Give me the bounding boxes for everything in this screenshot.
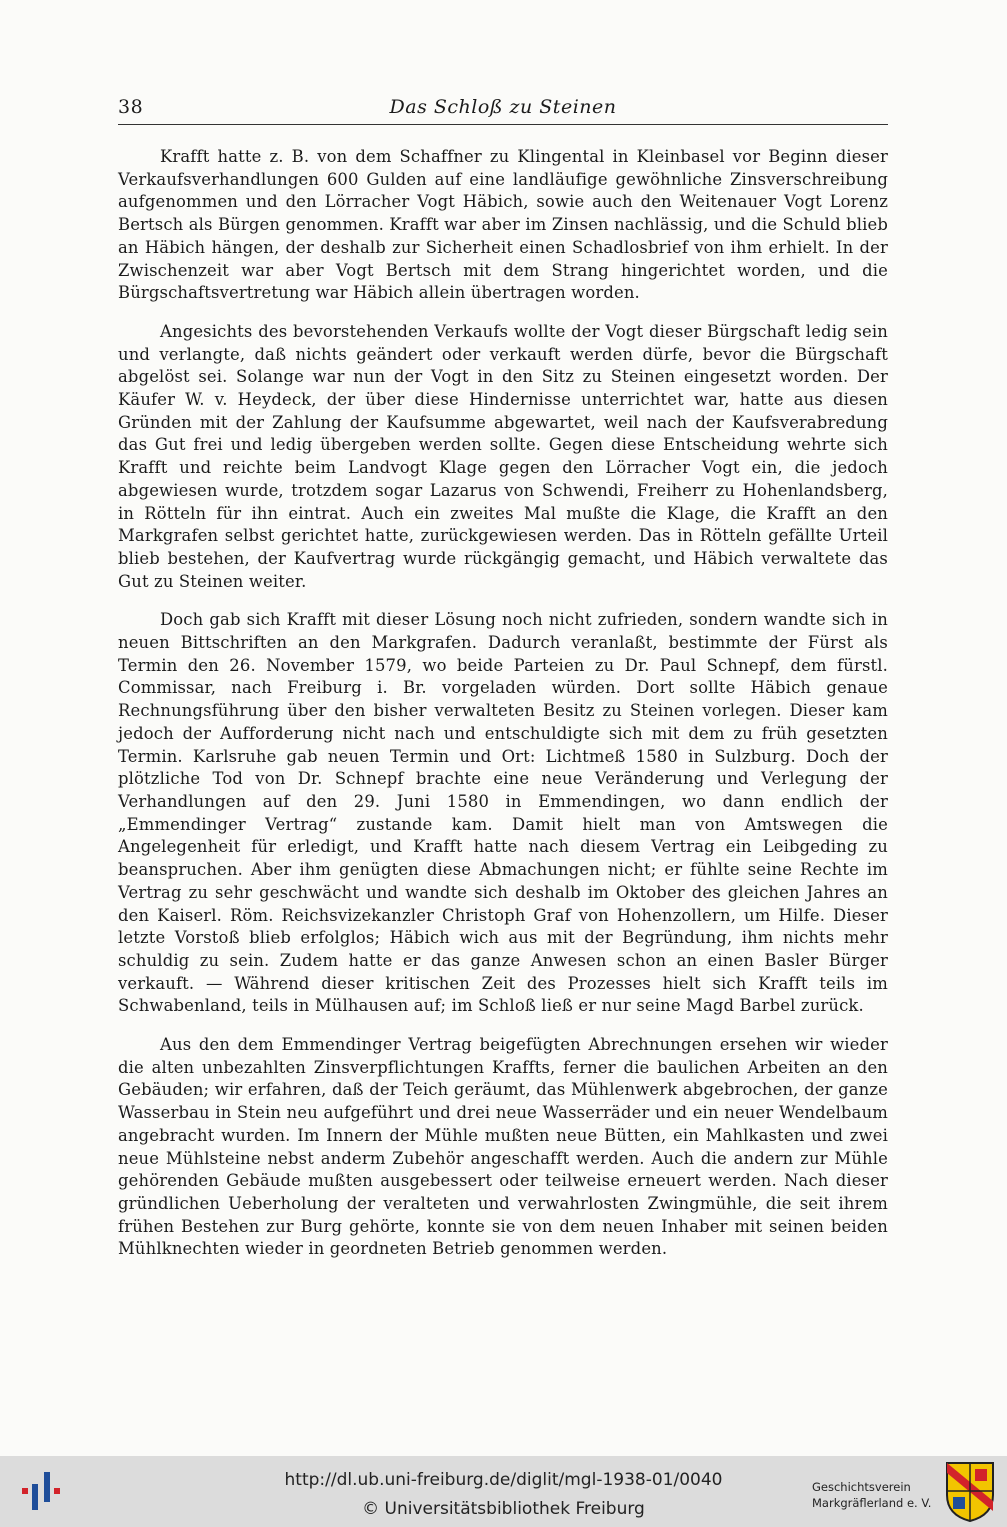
coat-of-arms-icon[interactable] — [945, 1461, 995, 1523]
paragraph: Aus den dem Emmendinger Vertrag beigefügten Abrechnungen ersehen wir wieder die alten unbezahlten Zinsverpflichtungen Kraffts, ferner die baulichen Arbeiten an den Gebäuden; wir erfahren, daß der Teich geräumt, das Mühlenwerk abgebrochen, der ganze Wasserbau in Stein neu aufgeführt und drei neue Wasserräder und ein neuer Wendelbaum angebracht wurden. Im Innern der Mühle mußten neue Bütten, ein Mahlkasten und zwei neue Mühlsteine nebst anderm Zubehör angeschafft werden. Auch die andern zur Mühle gehörenden Gebäude mußten ausgebessert oder teilweise erneuert werden. Nach dieser gründlichen Ueberholung der veralteten und verwahrlosten Zwingmühle, die seit ihrem frühen Bestehen zur Burg gehörte, konnte sie von dem neuen Inhaber mit seinen beiden Mühlknechten wieder in geordneten Betrieb genommen werden. — [118, 1035, 888, 1259]
running-title: Das Schloß zu Steinen — [389, 96, 617, 118]
society-line-1: Geschichtsverein — [812, 1480, 911, 1494]
source-url-link[interactable]: http://dl.ub.uni-freiburg.de/diglit/mgl-1938-01/0040 — [284, 1470, 723, 1490]
header-rule — [118, 124, 888, 125]
paragraph: Krafft hatte z. B. von dem Schaffner zu Klingental in Kleinbasel vor Beginn dieser Verkaufsverhandlungen 600 Gulden auf eine landläufige gewöhnliche Zinsverschreibung aufgenommen und den Lörracher Vogt Häbich, sowie auch den Weitenauer Vogt Lorenz Bertsch als Bürgen genommen. Krafft war aber im Zinsen nachlässig, und die Schuld blieb an Häbich hängen, der deshalb zur Sicherheit einen Schadlosbrief von ihm erhielt. In der Zwischenzeit war aber Vogt Bertsch mit dem Strang hingerichtet worden, und die Bürgschaftsvertretung war Häbich allein übertragen worden. — [118, 147, 888, 303]
page-header — [118, 96, 888, 126]
society-line-2: Markgräflerland e. V. — [812, 1496, 932, 1510]
body-text — [118, 146, 888, 1277]
footer-bar — [0, 1456, 1007, 1527]
paragraph: Doch gab sich Krafft mit dieser Lösung noch nicht zufrieden, sondern wandte sich in neuen Bittschriften an den Markgrafen. Dadurch veranlaßt, bestimmte der Fürst als Termin den 26. November 1579, wo beide Parteien zu Dr. Paul Schnepf, dem fürstl. Commissar, nach Freiburg i. Br. vorgeladen würden. Dort sollte Häbich genaue Rechnungsführung über den bisher verwalteten Besitz zu Steinen vorlegen. Dieser kam jedoch der Aufforderung nicht nach und entschuldigte sich mit dem zu früh gesetzten Termin. Karlsruhe gab neuen Termin und Ort: Lichtmeß 1580 in Sulzburg. Doch der plötzliche Tod von Dr. Schnepf brachte eine neue Veränderung und Verlegung der Verhandlungen auf den 29. Juni 1580 in Emmendingen, wo dann endlich der „Emmendinger Vertrag“ zustande kam. Damit hielt man von Amtswegen die Angelegenheit für erledigt, und Krafft hatte nach diesem Vertrag ein Leibgeding zu beanspruchen. Aber ihm genügten diese Abmachungen nicht; er fühlte seine Rechte im Vertrag zu sehr geschwächt und wandte sich deshalb im Oktober des gleichen Jahres an den Kaiserl. Röm. Reichsvizekanzler Christoph Graf von Hohenzollern, um Hilfe. Dieser letzte Vorstoß blieb erfolglos; Häbich wich aus mit der Begründung, ihm nichts mehr schuldig zu sein. Zudem hatte er das ganze Anwesen schon an einen Basler Bürger verkauft. — Während dieser kritischen Zeit des Prozesses hielt sich Krafft teils im Schwabenland, teils in Mülhausen auf; im Schloß ließ er nur seine Magd Barbel zurück. — [118, 610, 888, 1016]
paragraph: Angesichts des bevorstehenden Verkaufs wollte der Vogt dieser Bürgschaft ledig sein und verlangte, daß nichts geändert oder verkauft werden dürfe, bevor die Bürgschaft abgelöst sei. Solange war nun der Vogt in den Sitz zu Steinen eingesetzt worden. Der Käufer W. v. Heydeck, der über diese Hindernisse unterrichtet war, hatte aus diesen Gründen mit der Zahlung der Kaufsumme abgewartet, weil nach der Kaufsverabredung das Gut frei und ledig übergeben werden sollte. Gegen diese Entscheidung wehrte sich Krafft und reichte beim Landvogt Klage gegen den Lörracher Vogt ein, die jedoch abgewiesen wurde, trotzdem sogar Lazarus von Schwendi, Freiherr zu Hohenlandsberg, in Rötteln für ihn eintrat. Auch ein zweites Mal mußte die Klage, die Krafft an den Markgrafen selbst gerichtet hatte, zurückgewiesen werden. Das in Rötteln gefällte Urteil blieb bestehen, der Kaufvertrag wurde rückgängig gemacht, und Häbich verwaltete das Gut zu Steinen weiter. — [118, 321, 888, 591]
copyright-text: © Universitätsbibliothek Freiburg — [362, 1499, 645, 1519]
society-name — [812, 1479, 942, 1511]
page-number: 38 — [118, 96, 144, 118]
